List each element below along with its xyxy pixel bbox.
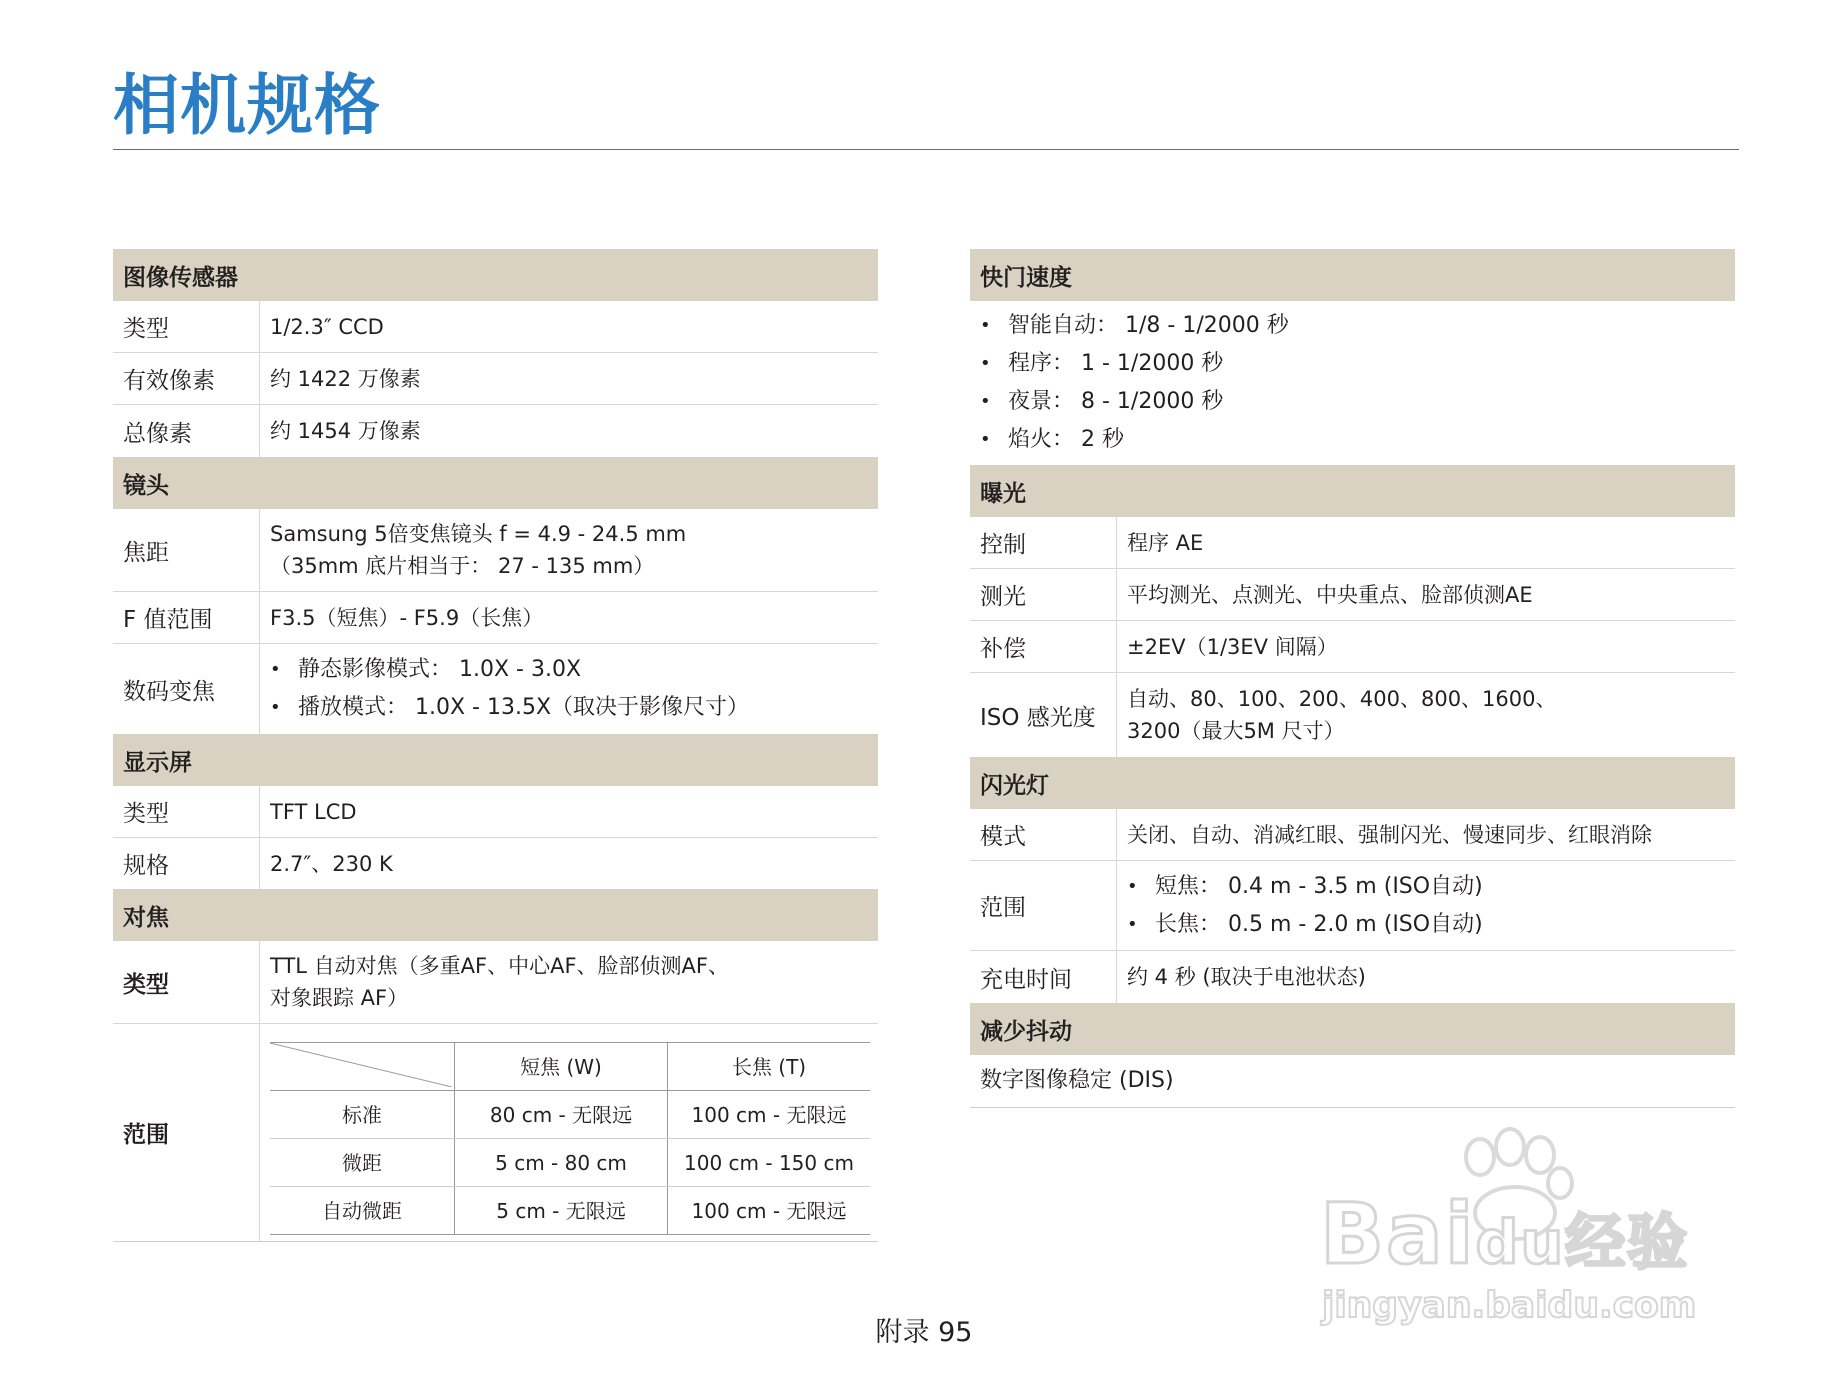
table-cell-tele: 100 cm - 无限远 [668,1187,871,1235]
spec-row-focal-length [113,509,878,592]
right-column [970,249,1735,1108]
spec-row-focus-range [113,1024,878,1242]
bullet-text: 短焦： 0.4 m - 3.5 m (ISO自动) [1155,873,1483,899]
bullet-item [980,383,1735,421]
bullet-item [1127,868,1735,906]
diagonal-line-icon [270,1043,452,1087]
spec-label: 焦距 [113,509,260,591]
table-cell-wide: 5 cm - 80 cm [455,1139,668,1187]
spec-value: 数字图像稳定 (DIS) [980,1068,1174,1093]
spec-row-flash-mode [970,809,1735,861]
table-cell-mode: 自动微距 [270,1187,455,1235]
bullet-text: 程序： 1 - 1/2000 秒 [1008,351,1224,376]
spec-value-line: Samsung 5倍变焦镜头 f = 4.9 - 24.5 mm [270,522,687,546]
bullet-icon: • [1127,913,1138,935]
spec-value: 1/2.3″ CCD [270,314,384,339]
spec-row-f-range [113,592,878,644]
section-header-shutter: 快门速度 [970,249,1735,301]
section-header-lens: 镜头 [113,457,878,509]
table-header-wide: 短焦 (W) [455,1043,668,1091]
bullet-text: 智能自动： 1/8 - 1/2000 秒 [1008,313,1289,338]
watermark-brand: Baidu经验 [1320,1185,1690,1283]
bullet-icon: • [980,429,991,450]
spec-row-display-spec [113,838,878,889]
section-header-focus: 对焦 [113,889,878,941]
bullet-item [1127,906,1735,944]
spec-row-iso [970,673,1735,757]
page-title: 相机规格 [113,67,381,144]
spec-row-metering [970,569,1735,621]
bullet-item [270,651,878,689]
spec-label: 总像素 [113,405,260,457]
page-footer: 附录 95 [875,1317,973,1348]
spec-value [260,509,878,591]
spec-label: 充电时间 [970,951,1117,1003]
spec-label: F 值范围 [113,592,260,643]
focus-range-table-wrap [260,1024,878,1241]
spec-row-effective-pixels [113,353,878,405]
spec-value: TFT LCD [270,799,357,824]
bullet-text: 静态影像模式： 1.0X - 3.0X [298,657,582,682]
spec-label: 范围 [113,1024,260,1241]
table-header-row [270,1043,870,1091]
spec-label: 范围 [970,861,1117,950]
spec-value: F3.5（短焦）- F5.9（长焦） [270,605,544,630]
table-cell-wide: 5 cm - 无限远 [455,1187,668,1235]
spec-row-exposure-control [970,517,1735,569]
bullet-text: 播放模式： 1.0X - 13.5X（取决于影像尺寸） [298,695,750,720]
spec-row-flash-range [970,861,1735,951]
spec-value-line: 对象跟踪 AF） [270,986,409,1010]
spec-row-total-pixels [113,405,878,457]
spec-row-dis [970,1055,1735,1108]
bullet-text: 长焦： 0.5 m - 2.0 m (ISO自动) [1155,911,1483,937]
spec-label: 控制 [970,517,1117,568]
bullet-item [980,421,1735,459]
spec-value: 2.7″、230 K [270,851,393,876]
bullet-text: 夜景： 8 - 1/2000 秒 [1008,389,1224,414]
bullet-icon: • [270,697,281,718]
bullet-icon: • [980,315,991,336]
title-rule [113,149,1739,150]
spec-value: 约 1454 万像素 [270,419,421,443]
spec-value: 平均测光、点测光、中央重点、脸部侦测AE [1127,582,1533,607]
spec-value: 约 1422 万像素 [270,366,421,391]
spec-row-charge-time [970,951,1735,1003]
spec-value-line: 自动、80、100、200、400、800、1600、 [1127,687,1557,711]
table-row [270,1187,870,1235]
spec-row-sensor-type [113,301,878,353]
table-row [270,1091,870,1139]
watermark-url: jingyan.baidu.com [1322,1285,1697,1326]
bullet-icon: • [980,353,991,374]
section-header-flash: 闪光灯 [970,757,1735,809]
spec-value: 约 4 秒 (取决于电池状态) [1127,965,1366,989]
spec-value [260,941,878,1023]
spec-label: 补偿 [970,621,1117,672]
spec-row-display-type [113,786,878,838]
spec-label: 类型 [113,941,260,1023]
table-cell-wide: 80 cm - 无限远 [455,1091,668,1139]
spec-label: 测光 [970,569,1117,620]
spec-value-line: （35mm 底片相当于： 27 - 135 mm） [270,554,655,578]
spec-value: 程序 AE [1127,530,1204,555]
bullet-item [980,307,1735,345]
bullet-icon: • [1127,875,1138,897]
spec-label: ISO 感光度 [970,673,1117,757]
spec-label: 有效像素 [113,353,260,404]
table-cell-tele: 100 cm - 150 cm [668,1139,871,1187]
bullet-item [980,345,1735,383]
spec-value [260,644,878,734]
table-cell-mode: 微距 [270,1139,455,1187]
baidu-jingyan-watermark [1310,1125,1750,1325]
spec-label: 数码变焦 [113,644,260,734]
focus-range-table [270,1042,870,1235]
spec-row-digital-zoom [113,644,878,734]
spec-value [1117,861,1735,950]
spec-value-line: TTL 自动对焦（多重AF、中心AF、脸部侦测AF、 [270,954,729,978]
section-header-display: 显示屏 [113,734,878,786]
table-header-tele: 长焦 (T) [668,1043,871,1091]
spec-label: 模式 [970,809,1117,860]
section-header-exposure: 曝光 [970,465,1735,517]
spec-value: ±2EV（1/3EV 间隔） [1127,634,1338,659]
table-row [270,1139,870,1187]
spec-label: 类型 [113,786,260,837]
section-header-sensor: 图像传感器 [113,249,878,301]
spec-value-line: 3200（最大5M 尺寸） [1127,719,1345,743]
table-cell-tele: 100 cm - 无限远 [668,1091,871,1139]
bullet-icon: • [270,659,281,680]
spec-label: 类型 [113,301,260,352]
spec-value: 关闭、自动、消减红眼、强制闪光、慢速同步、红眼消除 [1127,822,1652,847]
spec-row-focus-type [113,941,878,1024]
table-corner-cell [270,1043,455,1091]
spec-label: 规格 [113,838,260,889]
spec-value [1117,673,1735,757]
shutter-speed-list [970,301,1735,465]
section-header-shake-reduction: 减少抖动 [970,1003,1735,1055]
table-cell-mode: 标准 [270,1091,455,1139]
bullet-icon: • [980,391,991,412]
bullet-item [270,689,878,727]
bullet-text: 焰火： 2 秒 [1008,427,1124,452]
left-column [113,249,878,1242]
spec-row-compensation [970,621,1735,673]
